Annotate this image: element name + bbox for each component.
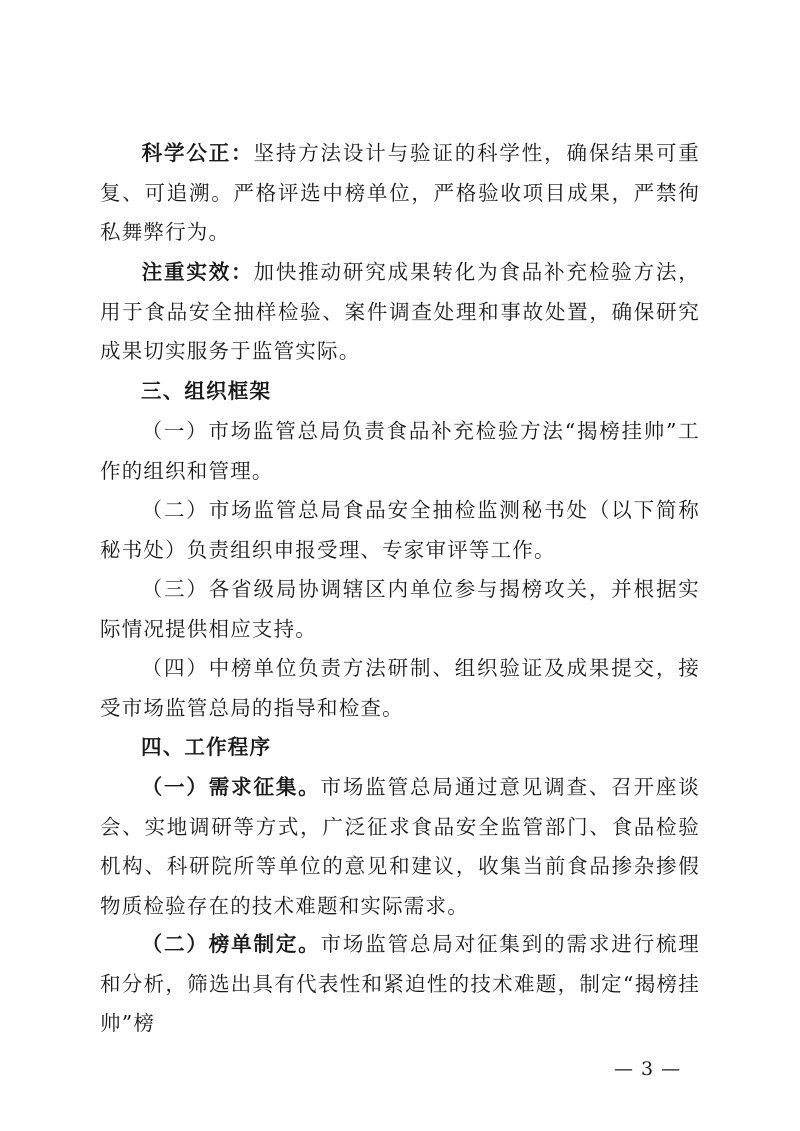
list-item: （二）市场监管总局食品安全抽检监测秘书处（以下简称秘书处）负责组织申报受理、专家审评等工作。	[100, 498, 700, 562]
page-number: — 3 —	[614, 1058, 682, 1080]
section-heading-procedure: 四、工作程序	[141, 735, 272, 759]
list-item: （二）榜单制定。市场监管总局对征集到的需求进行梳理和分析，筛选出具有代表性和紧迫性的技术难题，制定“揭榜挂帅”榜	[100, 932, 700, 1035]
paragraph-text: 坚持方法设计与验证的科学性，确保结果可重复、可追溯。严格评选中榜单位，严格验收项目成果，严禁徇私舞弊行为。	[100, 141, 701, 244]
list-item: （四）中榜单位负责方法研制、组织验证及成果提交，接受市场监管总局的指导和检查。	[100, 656, 700, 720]
list-item: （一）需求征集。市场监管总局通过意见调查、召开座谈会、实地调研等方式，广泛征求食品安全监管部门、食品检验机构、科研院所等单位的意见和建议，收集当前食品掺杂掺假物质检验存在的技术难题和实际需求。	[100, 775, 700, 918]
paragraph-text: 加快推动研究成果转化为食品补充检验方法，用于食品安全抽样检验、案件调查处理和事故处置，确保研究成果切实服务于监管实际。	[100, 260, 701, 363]
paragraph-practical-effect	[100, 253, 700, 372]
paragraph-lead: 注重实效：	[141, 260, 254, 284]
list-item: （一）市场监管总局负责食品补充检验方法“揭榜挂帅”工作的组织和管理。	[100, 419, 700, 483]
paragraph-scientific-fairness	[100, 134, 700, 253]
paragraph-lead: 科学公正：	[141, 141, 254, 165]
list-item: （三）各省级局协调辖区内单位参与揭榜攻关，并根据实际情况提供相应支持。	[100, 577, 700, 641]
section-heading-organization: 三、组织框架	[141, 379, 272, 403]
